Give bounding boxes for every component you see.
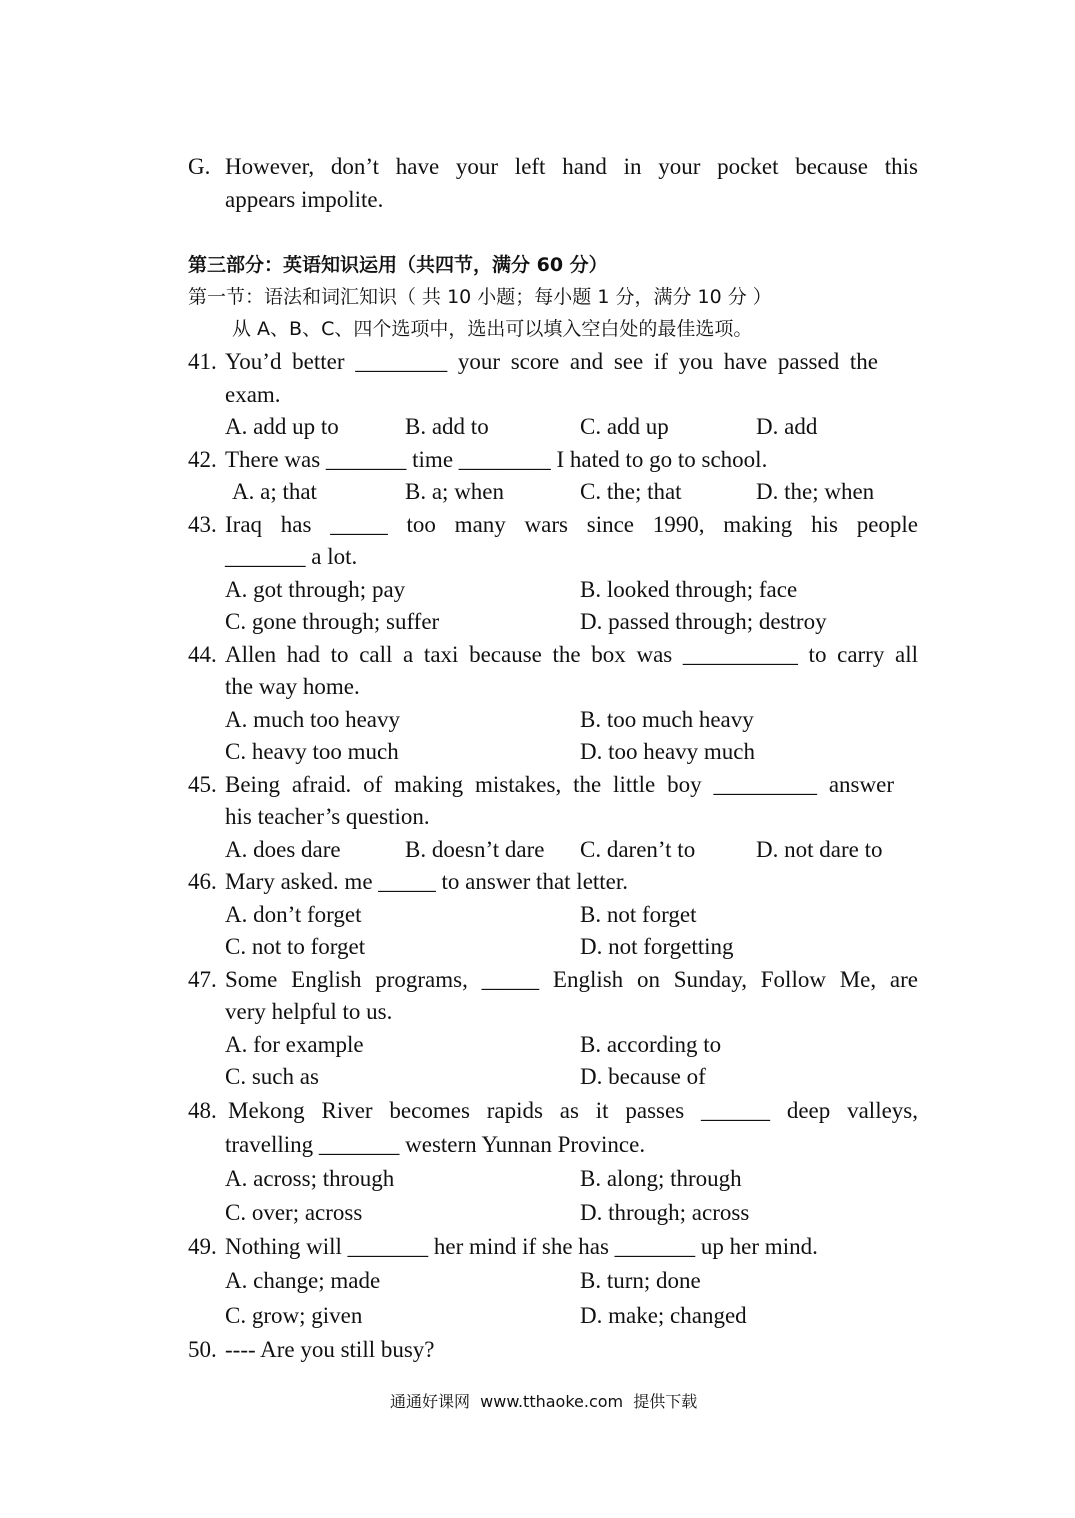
page-footer: 通通好课网 www.tthaoke.com 提供下载 (390, 1392, 698, 1411)
option-c[interactable]: C. heavy too much (225, 739, 399, 764)
question-number: 44. (188, 642, 217, 667)
question-stem: the way home. (225, 674, 360, 699)
question-stem: Iraq has _____ too many wars since 1990, making his people (225, 512, 918, 537)
question-stem: travelling _______ western Yunnan Province. (225, 1132, 646, 1157)
question-stem: You’d better ________ your score and see if you have passed the (225, 349, 878, 374)
section-title: 第一节：语法和词汇知识（ 共 10 小题；每小题 1 分，满分 10 分 ） (188, 286, 772, 308)
option-b[interactable]: B. too much heavy (580, 707, 754, 732)
question-stem: ---- Are you still busy? (225, 1337, 435, 1362)
question-number: 47. (188, 967, 217, 992)
question-number: 46. (188, 869, 217, 894)
option-b[interactable]: B. along; through (580, 1166, 742, 1191)
option-b[interactable]: B. doesn’t dare (405, 837, 545, 862)
option-b[interactable]: B. according to (580, 1032, 722, 1057)
section-instruction: 从 A、B、C、四个选项中，选出可以填入空白处的最佳选项。 (232, 318, 753, 340)
question-stem: There was _______ time ________ I hated to go to school. (225, 447, 768, 472)
option-b[interactable]: B. add to (405, 414, 489, 439)
option-d[interactable]: D. not forgetting (580, 934, 734, 959)
item-text: appears impolite. (225, 187, 384, 212)
option-c[interactable]: C. not to forget (225, 934, 366, 959)
option-a[interactable]: A. much too heavy (225, 707, 401, 732)
question-stem: Mary asked. me _____ to answer that letter. (225, 869, 629, 894)
option-b[interactable]: B. a; when (405, 479, 505, 504)
question-stem: Allen had to call a taxi because the box was __________ to carry all (225, 642, 918, 667)
option-c[interactable]: C. the; that (580, 479, 682, 504)
option-c[interactable]: C. daren’t to (580, 837, 696, 862)
option-a[interactable]: A. across; through (225, 1166, 395, 1191)
question-stem: Being afraid. of making mistakes, the little boy _________ answer (225, 772, 894, 797)
option-d[interactable]: D. through; across (580, 1200, 750, 1225)
question-number: 41. (188, 349, 217, 374)
item-label: G. (188, 154, 211, 179)
option-d[interactable]: D. passed through; destroy (580, 609, 827, 634)
option-a[interactable]: A. got through; pay (225, 577, 406, 602)
option-a[interactable]: A. add up to (225, 414, 339, 439)
option-d[interactable]: D. not dare to (756, 837, 883, 862)
option-a[interactable]: A. a; that (232, 479, 317, 504)
question-number: 43. (188, 512, 217, 537)
question-stem: Nothing will _______ her mind if she has _______ up her mind. (225, 1234, 818, 1259)
option-b[interactable]: B. looked through; face (580, 577, 798, 602)
option-d[interactable]: D. too heavy much (580, 739, 756, 764)
option-c[interactable]: C. grow; given (225, 1303, 363, 1328)
option-d[interactable]: D. because of (580, 1064, 706, 1089)
option-d[interactable]: D. add (756, 414, 818, 439)
option-b[interactable]: B. turn; done (580, 1268, 701, 1293)
option-c[interactable]: C. gone through; suffer (225, 609, 440, 634)
option-d[interactable]: D. the; when (756, 479, 875, 504)
option-c[interactable]: C. such as (225, 1064, 319, 1089)
question-number: 45. (188, 772, 217, 797)
question-number: 48. (188, 1098, 217, 1123)
question-stem: Some English programs, _____ English on Sunday, Follow Me, are (225, 967, 918, 992)
item-text: However, don’t have your left hand in your pocket because this (225, 154, 918, 179)
option-a[interactable]: A. does dare (225, 837, 341, 862)
question-number: 49. (188, 1234, 217, 1259)
question-stem: exam. (225, 382, 281, 407)
part-title: 第三部分：英语知识运用（共四节，满分 60 分） (188, 254, 608, 276)
question-stem: _______ a lot. (225, 544, 358, 569)
option-c[interactable]: C. over; across (225, 1200, 363, 1225)
option-b[interactable]: B. not forget (580, 902, 697, 927)
question-number: 50. (188, 1337, 217, 1362)
option-a[interactable]: A. change; made (225, 1268, 381, 1293)
question-stem: Mekong River becomes rapids as it passes ______ deep valleys, (228, 1098, 918, 1123)
question-stem: his teacher’s question. (225, 804, 430, 829)
option-a[interactable]: A. don’t forget (225, 902, 362, 927)
option-d[interactable]: D. make; changed (580, 1303, 747, 1328)
option-c[interactable]: C. add up (580, 414, 669, 439)
question-stem: very helpful to us. (225, 999, 393, 1024)
option-a[interactable]: A. for example (225, 1032, 364, 1057)
question-number: 42. (188, 447, 217, 472)
